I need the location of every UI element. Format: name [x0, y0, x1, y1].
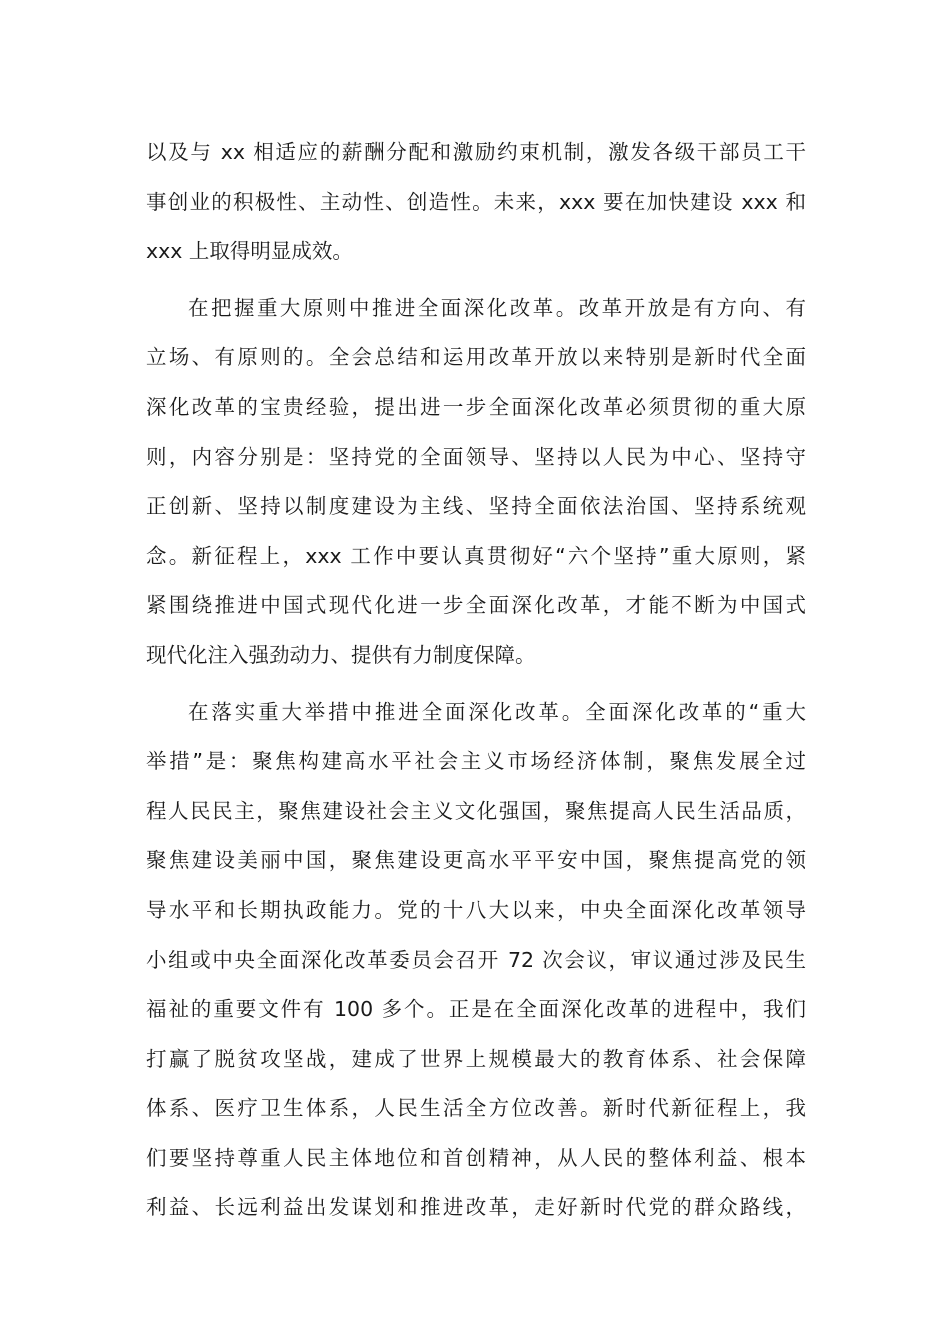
- text-line: 正创新、坚持以制度建设为主线、坚持全面依法治国、坚持系统观: [146, 494, 806, 519]
- text-line: 程人民民主，聚焦建设社会主义文化强国，聚焦提高人民生活品质，: [146, 798, 806, 823]
- text-line: 福祉的重要文件有 100 多个。正是在全面深化改革的进程中，我们: [146, 997, 806, 1022]
- text-line: 导水平和长期执政能力。党的十八大以来，中央全面深化改革领导: [146, 897, 806, 922]
- text-line: 事创业的积极性、主动性、创造性。未来，xxx 要在加快建设 xxx 和: [146, 189, 806, 214]
- text-line: 深化改革的宝贵经验，提出进一步全面深化改革必须贯彻的重大原: [146, 394, 806, 419]
- text-line: 聚焦建设美丽中国，聚焦建设更高水平平安中国，聚焦提高党的领: [146, 848, 806, 873]
- paragraph-gap: [146, 277, 806, 284]
- text-line: 则，内容分别是：坚持党的全面领导、坚持以人民为中心、坚持守: [146, 444, 806, 469]
- text-line: 在落实重大举措中推进全面深化改革。全面深化改革的“重大: [188, 699, 806, 724]
- text-line: 利益、长远利益出发谋划和推进改革，走好新时代党的群众路线，: [146, 1195, 806, 1220]
- document-page: [146, 128, 806, 1233]
- text-line: 念。新征程上，xxx 工作中要认真贯彻好“六个坚持”重大原则，紧: [146, 543, 806, 568]
- text-line: xxx 上取得明显成效。: [146, 239, 353, 264]
- text-line: 举措”是：聚焦构建高水平社会主义市场经济体制，聚焦发展全过: [146, 749, 806, 774]
- text-line: 小组或中央全面深化改革委员会召开 72 次会议，审议通过涉及民生: [146, 947, 806, 972]
- text-line: 打赢了脱贫攻坚战，建成了世界上规模最大的教育体系、社会保障: [146, 1046, 806, 1071]
- text-line: 紧围绕推进中国式现代化进一步全面深化改革，才能不断为中国式: [146, 593, 806, 618]
- paragraph-1: [146, 128, 806, 277]
- text-line: 以及与 xx 相适应的薪酬分配和激励约束机制，激发各级干部员工干: [146, 140, 806, 164]
- paragraph-gap: [146, 681, 806, 688]
- paragraph-3: [146, 688, 806, 1234]
- text-line: 们要坚持尊重人民主体地位和首创精神，从人民的整体利益、根本: [146, 1145, 806, 1170]
- text-line: 立场、有原则的。全会总结和运用改革开放以来特别是新时代全面: [146, 345, 806, 370]
- text-line: 在把握重大原则中推进全面深化改革。改革开放是有方向、有: [188, 295, 806, 320]
- paragraph-2: [146, 284, 806, 681]
- text-line: 体系、医疗卫生体系，人民生活全方位改善。新时代新征程上，我: [146, 1096, 806, 1121]
- text-line: 现代化注入强劲动力、提供有力制度保障。: [146, 642, 536, 667]
